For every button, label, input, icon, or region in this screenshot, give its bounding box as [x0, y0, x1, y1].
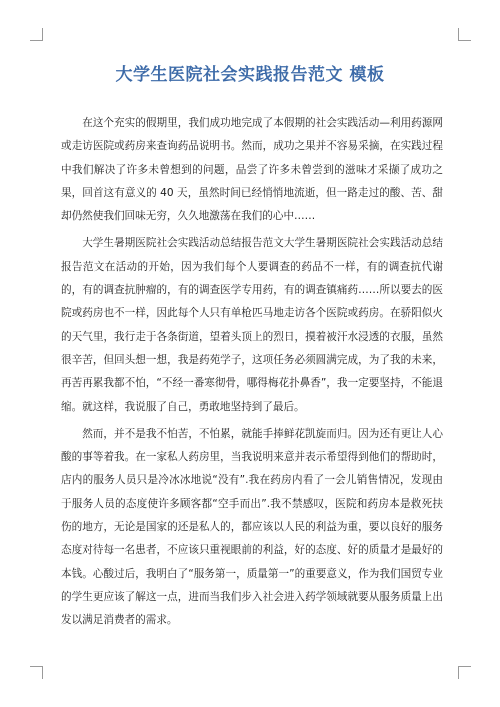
document-title: 大学生医院社会实践报告范文 模板 [115, 65, 385, 85]
crop-mark-bottom-left [30, 666, 43, 679]
crop-mark-top-right [458, 28, 471, 41]
paragraph-2: 大学生暑期医院社会实践活动总结报告范文大学生暑期医院社会实践活动总结报告范文在活动的开始，因为我们每个人要调查的药品不一样，有的调查抗代谢的，有的调查抗肿瘤的，有的调查医学专用药，有的调查镇痛药……所以要去的医院或药房也不一样，因此每个人只有单枪匹马地走访各个医院或药房。在骄阳似火的天气里，我行走于各条街道，望着头顶上的烈日，摸着被汗水浸透的衣服，虽然很辛苦，但回头想一想，我是药苑学子，这项任务必须圆满完成，为了我的未来，再苦再累我都不怕，“不经一番寒彻骨，哪得梅花扑鼻香”，我一定要坚持，不能退缩。就这样，我说服了自己，勇敢地坚持到了最后。 [61, 237, 443, 413]
crop-mark-bottom-right [458, 666, 471, 679]
crop-mark-top-left [30, 28, 43, 41]
paragraph-1: 在这个充实的假期里，我们成功地完成了本假期的社会实践活动—利用药源网或走访医院或药房来查询药品说明书。然而，成功之果并不容易采摘，在实践过程中我们解决了许多未曾想到的问题，品尝了许多未曾尝到的滋味才采撷了成功之果，回首这有意义的 40 天，虽然时间已经悄悄地流逝，但一路走过的酸、苦、甜却仍然使我们回味无穷，久久地激荡在我们的心中…… [61, 117, 443, 223]
paragraph-3: 然而，并不是我不怕苦，不怕累，就能手捧鲜花凯旋而归。因为还有更让人心酸的事等着我。在一家私人药房里，当我说明来意并表示希望得到他们的帮助时，店内的服务人员只是冷冰冰地说“没有”.我在药房内看了一会儿销售情况，发现由于服务人员的态度使许多顾客都“空手而出”.我不禁感叹，医院和药房本是救死扶伤的地方，无论是国家的还是私人的，都应该以人民的利益为重，要以良好的服务态度对待每一名患者，不应该只重视眼前的利益，好的态度、好的质量才是最好的本钱。心酸过后，我明白了“服务第一，质量第一”的重要意义，作为我们国贸专业的学生更应该了解这一点，进而当我们步入社会进入药学领域就要从服务质量上出发以满足消费者的需求。 [61, 427, 443, 627]
document-body [61, 112, 443, 637]
